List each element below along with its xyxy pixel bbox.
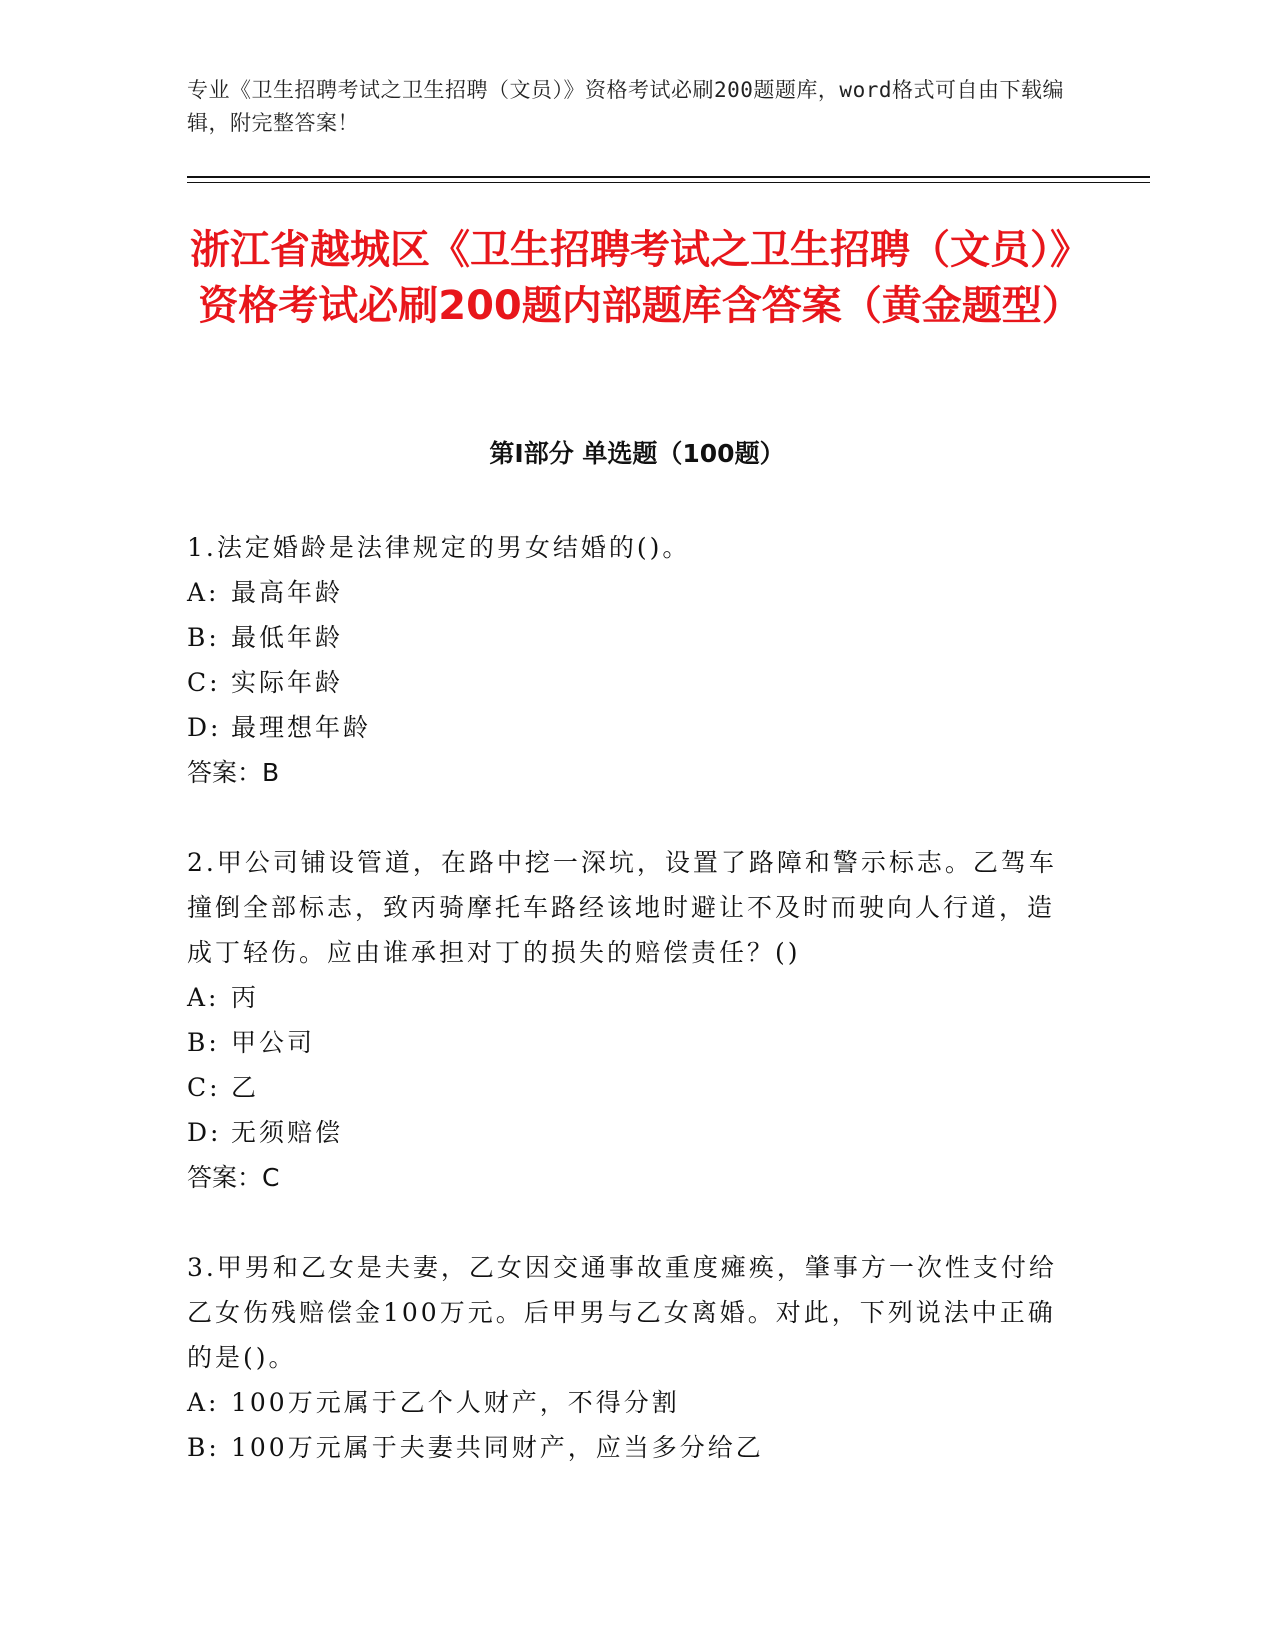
option-key: C: (187, 1073, 221, 1102)
question-2 (187, 840, 1067, 1200)
option-key: B: (187, 1028, 220, 1057)
option-text: 最理想年龄 (231, 713, 372, 742)
document-title: 浙江省越城区《卫生招聘考试之卫生招聘（文员）》资格考试必刷200题内部题库含答案（黄金题型） (190, 227, 1090, 329)
option-text: 甲公司 (231, 1028, 316, 1057)
option-text: 实际年龄 (231, 668, 344, 697)
header-note: 专业《卫生招聘考试之卫生招聘（文员）》资格考试必刷200题题库，word格式可自由下载编辑，附完整答案！ (187, 78, 1064, 135)
option-b (187, 1020, 1067, 1065)
question-answer: 答案：B (187, 758, 280, 787)
question-1 (187, 525, 1067, 795)
option-d (187, 1110, 1067, 1155)
option-key: A: (187, 983, 220, 1012)
option-key: A: (187, 1388, 220, 1417)
question-stem: 1.法定婚龄是法律规定的男女结婚的()。 (187, 533, 691, 562)
option-text: 最高年龄 (231, 578, 344, 607)
question-stem: 3.甲男和乙女是夫妻，乙女因交通事故重度瘫痪，肇事方一次性支付给乙女伤残赔偿金100万元。后甲男与乙女离婚。对此，下列说法中正确的是()。 (187, 1253, 1057, 1372)
option-key: B: (187, 1433, 220, 1462)
question-list (187, 525, 1067, 1515)
option-key: A: (187, 578, 220, 607)
option-c (187, 1065, 1067, 1110)
section-heading: 第Ⅰ部分 单选题（100题） (489, 439, 785, 468)
option-text: 无须赔偿 (231, 1118, 344, 1147)
option-text: 100万元属于乙个人财产，不得分割 (231, 1388, 680, 1417)
header-rule-thick (187, 176, 1150, 178)
option-text: 乙 (231, 1073, 260, 1102)
option-b (187, 615, 1067, 660)
option-key: C: (187, 668, 221, 697)
option-b (187, 1425, 1067, 1470)
option-text: 丙 (231, 983, 260, 1012)
option-a (187, 570, 1067, 615)
option-key: D: (187, 1118, 222, 1147)
question-stem: 2.甲公司铺设管道，在路中挖一深坑，设置了路障和警示标志。乙驾车撞倒全部标志，致丙骑摩托车路经该地时避让不及时而驶向人行道，造成丁轻伤。应由谁承担对丁的损失的赔偿责任？() (187, 848, 1057, 967)
option-text: 最低年龄 (231, 623, 344, 652)
option-a (187, 1380, 1067, 1425)
question-answer: 答案：C (187, 1163, 280, 1192)
option-d (187, 705, 1067, 750)
header-rule-thin (187, 182, 1150, 183)
option-c (187, 660, 1067, 705)
question-3 (187, 1245, 1067, 1470)
option-text: 100万元属于夫妻共同财产，应当多分给乙 (231, 1433, 764, 1462)
option-a (187, 975, 1067, 1020)
option-key: D: (187, 713, 222, 742)
option-key: B: (187, 623, 220, 652)
